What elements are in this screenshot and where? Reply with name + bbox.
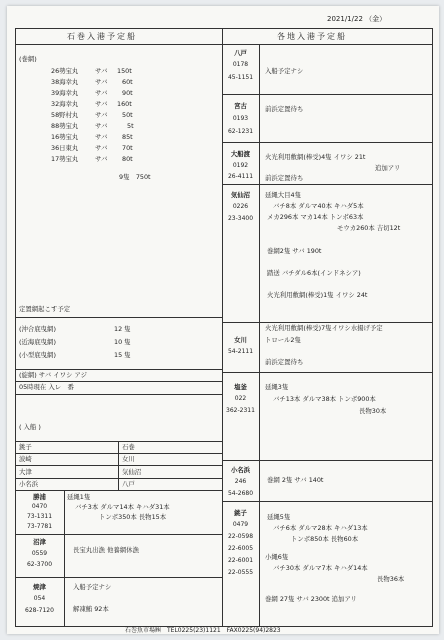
makiami-ship-qty: 80t <box>122 155 133 163</box>
makiami-ship-qty: 85t <box>122 133 133 141</box>
makiami-ship-name: 36日東丸 <box>51 144 79 152</box>
sokobiki-count: 12 隻 <box>114 325 131 333</box>
makiami-label: (巻網) <box>19 55 37 63</box>
left-header: 石巻入港予定船 <box>67 32 137 41</box>
port-phone: 022 <box>234 395 247 402</box>
port-phone: 62-3700 <box>26 561 53 568</box>
nyuki-port: 波崎 <box>19 455 32 463</box>
nyuki-port: 銚子 <box>19 443 32 451</box>
frame-right <box>432 28 433 626</box>
port-line: 火光利用敷網(棒受)1隻 イワシ 24t <box>267 291 368 299</box>
port-phone: 0178 <box>232 61 249 68</box>
port-divider <box>15 577 222 578</box>
port-phone: 0193 <box>232 115 249 122</box>
port-line: 巻網 2隻 サバ 140t <box>267 476 324 484</box>
port-line: 巻網 27隻 サバ 2300t 追加アリ <box>265 595 357 603</box>
port-name: 大船渡 <box>230 150 251 158</box>
port-phone: 0479 <box>232 521 249 528</box>
makiami-ship-fish: サバ <box>95 133 108 141</box>
port-line: 延縄1隻 <box>67 493 91 501</box>
sokobiki-count: 10 隻 <box>114 338 131 346</box>
port-name: 宮古 <box>234 102 247 110</box>
nyuki-port: 気仙沼 <box>122 468 142 476</box>
frame-top <box>15 28 433 29</box>
port-divider <box>222 142 432 143</box>
port-line: バチ3本 ダルマ14本 キハダ31本 <box>75 503 170 511</box>
makiami-ship-name: 32海幸丸 <box>51 100 79 108</box>
port-line: 長物30本 <box>359 407 387 415</box>
port-phone: 246 <box>234 478 247 485</box>
makiami-ship-qty: 160t <box>117 100 132 108</box>
port-line: 前浜定置待ち <box>265 105 304 113</box>
frame-left <box>15 28 16 626</box>
port-phone: 73-7781 <box>26 523 53 530</box>
sokobiki-label: (小型底曳網) <box>19 351 56 359</box>
port-name: 小名浜 <box>230 466 251 474</box>
port-divider <box>222 372 432 373</box>
teichi-note: 定置網起こす予定 <box>19 305 71 313</box>
report-date: 2021/1/22 （金） <box>327 15 387 23</box>
sokobiki-count: 15 隻 <box>114 351 131 359</box>
schedule-sheet <box>7 6 439 634</box>
makiami-ship-fish: サバ <box>95 122 108 130</box>
makiami-ship-name: 38海幸丸 <box>51 78 79 86</box>
port-line: 延縄5隻 <box>267 513 291 521</box>
port-divider <box>15 534 222 535</box>
port-phone: 054 <box>33 595 46 602</box>
makiami-ship-fish: サバ <box>95 144 108 152</box>
nyuki-label: ( 入船 ) <box>19 423 41 431</box>
nyuki-grid-row <box>15 465 222 466</box>
makiami-ship-name: 17勢宝丸 <box>51 155 79 163</box>
port-phone: 22-6001 <box>227 557 254 564</box>
makiami-ship-name: 16勢宝丸 <box>51 133 79 141</box>
port-phone: 23-3400 <box>227 215 254 222</box>
port-line: 長宝丸出漁 他養網休漁 <box>73 546 139 554</box>
port-phone: 628-7120 <box>25 607 54 614</box>
makiami-ship-qty: 5t <box>127 122 134 130</box>
port-phone: 22-0555 <box>227 569 254 576</box>
port-line: 火光利用敷網(棒受)7隻イワシ水揚げ予定 <box>265 324 383 332</box>
port-line: トンボ350本 長物15本 <box>99 513 167 521</box>
makiami-ship-qty: 90t <box>122 89 133 97</box>
port-line: トンボ850本 長物60本 <box>291 535 359 543</box>
makiami-ship-name: 39海幸丸 <box>51 89 79 97</box>
makiami-ship-name: 58野村丸 <box>51 111 79 119</box>
port-name: 八戸 <box>234 49 247 57</box>
makiami-ship-fish: サバ <box>95 155 108 163</box>
senami-row: (旋網) サバ イワシ アジ <box>19 371 87 379</box>
port-phone: 22-6005 <box>227 545 254 552</box>
nyuki-port: 石巻 <box>122 443 135 451</box>
port-phone: 73-1311 <box>26 513 53 520</box>
makiami-ship-fish: サバ <box>95 89 108 97</box>
nyuki-grid-row <box>15 453 222 454</box>
port-divider <box>222 460 432 461</box>
port-name: 女川 <box>234 336 247 344</box>
port-name: 焼津 <box>33 583 46 591</box>
footer-contact: 石巻魚市場㈱ TEL0225(23)1121 FAX0225(94)2823 <box>125 627 281 634</box>
port-name: 塩釜 <box>234 383 247 391</box>
port-phone: 0226 <box>232 203 249 210</box>
port-line: 延縄3隻 <box>265 383 289 391</box>
nyuki-port: 小名浜 <box>19 480 39 488</box>
port-divider <box>222 94 432 95</box>
teichi-divider <box>15 317 222 318</box>
port-phone: 54-2111 <box>227 348 254 355</box>
port-line: バチ8本 ダルマ40本 キハダ5本 <box>273 202 364 210</box>
port-name: 勝浦 <box>33 493 46 501</box>
nyuki-grid-bottom <box>15 490 222 491</box>
makiami-ship-fish: サバ <box>95 67 108 75</box>
nyuki-port: 大津 <box>19 468 32 476</box>
right-port-divider <box>259 44 260 626</box>
port-divider <box>222 501 432 502</box>
port-phone: 22-0598 <box>227 533 254 540</box>
makiami-ship-qty: 70t <box>122 144 133 152</box>
port-line: 延縄大目4隻 <box>265 191 302 199</box>
port-line: バチ6本 ダルマ28本 キハダ13本 <box>273 524 368 532</box>
port-divider <box>222 322 432 323</box>
port-line: 長物36本 <box>377 575 405 583</box>
port-name: 気仙沼 <box>230 191 251 199</box>
port-phone: 62-1231 <box>227 128 254 135</box>
port-phone: 45-1151 <box>227 74 254 81</box>
nyuki-grid-row <box>15 478 222 479</box>
jiko-divider <box>15 394 222 395</box>
port-name: 沼津 <box>33 538 46 546</box>
makiami-total: 9隻 750t <box>119 173 151 181</box>
port-line: 追加アリ <box>375 164 401 172</box>
nyuki-port: 八戸 <box>122 480 135 488</box>
port-phone: 0192 <box>232 162 249 169</box>
header-divider <box>15 44 433 45</box>
makiami-ship-qty: 50t <box>122 111 133 119</box>
port-line: 前浜定置待ち <box>265 358 304 366</box>
port-line: 火光利用敷網(棒受)4隻 イワシ 21t <box>265 153 366 161</box>
port-phone: 0470 <box>31 503 48 510</box>
port-line: 入船予定ナシ <box>73 583 112 591</box>
port-line: 小縄6隻 <box>265 553 289 561</box>
port-line: トロール2隻 <box>265 336 301 344</box>
makiami-ship-qty: 60t <box>122 78 133 86</box>
makiami-ship-name: 88勢宝丸 <box>51 122 79 130</box>
makiami-ship-fish: サバ <box>95 100 108 108</box>
port-line: モウカ260本 吉切12t <box>337 224 401 232</box>
port-line: 踏送 バチダル6本(インドネシア) <box>267 269 361 277</box>
port-divider <box>222 184 432 185</box>
port-line: 前浜定置待ち <box>265 174 304 182</box>
port-line: バチ13本 ダルマ38本 トンボ900本 <box>273 395 376 403</box>
sokobiki-label: (沖合底曳網) <box>19 325 56 333</box>
senami-top-divider <box>15 369 222 370</box>
port-line: 巻網2隻 サバ 190t <box>267 247 322 255</box>
port-phone: 362-2311 <box>226 407 255 414</box>
left-port-divider <box>64 490 65 626</box>
makiami-ship-fish: サバ <box>95 78 108 86</box>
nyuki-port: 女川 <box>122 455 135 463</box>
makiami-ship-fish: サバ <box>95 111 108 119</box>
port-phone: 54-2680 <box>227 490 254 497</box>
makiami-ship-name: 26勢宝丸 <box>51 67 79 75</box>
jiko-row: 05時現在 入レ 番 <box>19 383 74 391</box>
port-line: メカ296本 マカ14本 トンボ63本 <box>267 213 364 221</box>
port-name: 銚子 <box>234 509 247 517</box>
senami-bottom-divider <box>15 381 222 382</box>
port-line: 入船予定ナシ <box>265 67 304 75</box>
port-phone: 26-4111 <box>227 173 254 180</box>
port-phone: 0559 <box>31 550 48 557</box>
sokobiki-label: (近海底曳網) <box>19 338 56 346</box>
right-header: 各地入港予定船 <box>277 32 347 41</box>
port-line: 解凍鮪 92本 <box>73 605 109 613</box>
makiami-ship-qty: 150t <box>117 67 132 75</box>
nyuki-grid-mid <box>118 441 119 491</box>
port-line: バチ30本 ダルマ7本 キハダ14本 <box>273 564 368 572</box>
